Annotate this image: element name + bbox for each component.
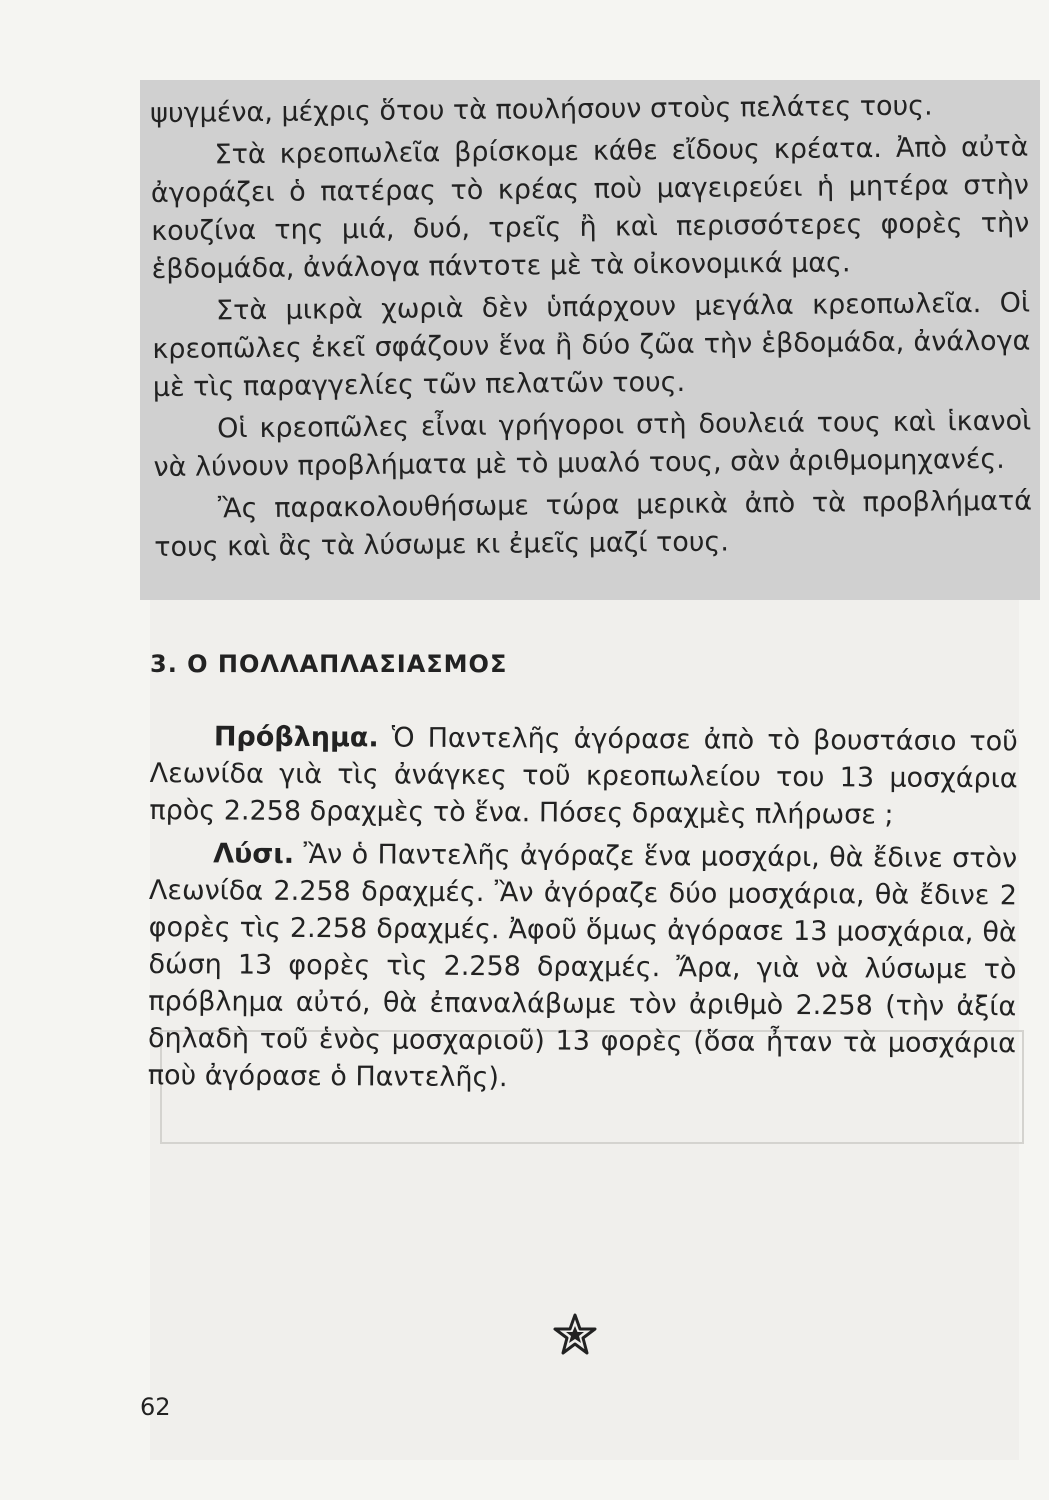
solution-label: Λύσι. [213, 838, 295, 870]
problem-label: Πρόβλημα. [213, 721, 379, 754]
intro-paragraph: Ἂς παρακολουθήσωμε τώρα μερικὰ ἀπὸ τὰ προβλήματά τους καὶ ἂς τὰ λύσωμε κι ἐμεῖς μαζί τους. [154, 485, 1033, 563]
problem-text: Ὁ Παντελῆς ἀγόρασε ἀπὸ τὸ βουστάσιο τοῦ Λεωνίδα γιὰ τὶς ἀνάγκες τοῦ κρεοπωλείου του 13 μοσχάρια πρὸς 2.258 δραχμὲς τὸ ἕνα. Πόσες δραχμὲς πλήρωσε ; [149, 722, 1018, 831]
page-number: 62 [140, 1393, 171, 1421]
intro-text-block [150, 87, 1033, 571]
solution-paragraph [148, 835, 1018, 1099]
star-icon [553, 1312, 597, 1356]
section-title: 3. Ο ΠΟΛΛΑΠΛΑΣΙΑΣΜΟΣ [150, 650, 508, 678]
main-text-block [148, 718, 1018, 1105]
problem-paragraph [149, 718, 1018, 834]
solution-text: Ἂν ὁ Παντελῆς ἀγόραζε ἕνα μοσχάρι, θὰ ἔδινε στὸν Λεωνίδα 2.258 δραχμές. Ἂν ἀγόραζε δύο μοσχάρια, θὰ ἔδινε 2 φορὲς τὶς 2.258 δραχμές. Ἀφοῦ ὅμως ἀγόρασε 13 μοσχάρια, θὰ δώση 13 φορὲς τὶς 2.258 δραχμές. Ἄρα, γιὰ νὰ λύσωμε τὸ πρόβλημα αὐτό, θὰ ἐπαναλάβωμε τὸν ἀριθμὸ 2.258 (τὴν ἀξία δηλαδὴ τοῦ ἑνὸς μοσχαριοῦ) 13 φορὲς (ὅσα ἦταν τὰ μοσχάρια ποὺ ἀγόρασε ὁ Παντελῆς). [147, 838, 1018, 1094]
intro-paragraph: ψυγμένα, μέχρις ὅτου τὰ πουλήσουν στοὺς πελάτες τους. [150, 90, 933, 129]
intro-paragraph: Οἱ κρεοπῶλες εἶναι γρήγοροι στὴ δουλειά τους καὶ ἱκανοὶ νὰ λύνουν προβλήματα μὲ τὸ μυαλό τους, σὰν ἀριθμομηχανές. [153, 405, 1032, 483]
intro-paragraph: Στὰ μικρὰ χωριὰ δὲν ὑπάρχουν μεγάλα κρεοπωλεῖα. Οἱ κρεοπῶλες ἐκεῖ σφάζουν ἕνα ἢ δύο ζῶα τὴν ἑβδομάδα, ἀνάλογα μὲ τὶς παραγγελίες τῶν πελατῶν τους. [152, 287, 1031, 403]
intro-paragraph: Στὰ κρεοπωλεῖα βρίσκομε κάθε εἴδους κρέατα. Ἀπὸ αὐτὰ ἀγοράζει ὁ πατέρας τὸ κρέας ποὺ μαγειρεύει ἡ μητέρα στὴν κουζίνα της μιά, δυό, τρεῖς ἢ καὶ περισσότερες φορὲς τὴν ἑβδομάδα, ἀνάλογα πάντοτε μὲ τὰ οἰκονομικά μας. [150, 131, 1030, 285]
